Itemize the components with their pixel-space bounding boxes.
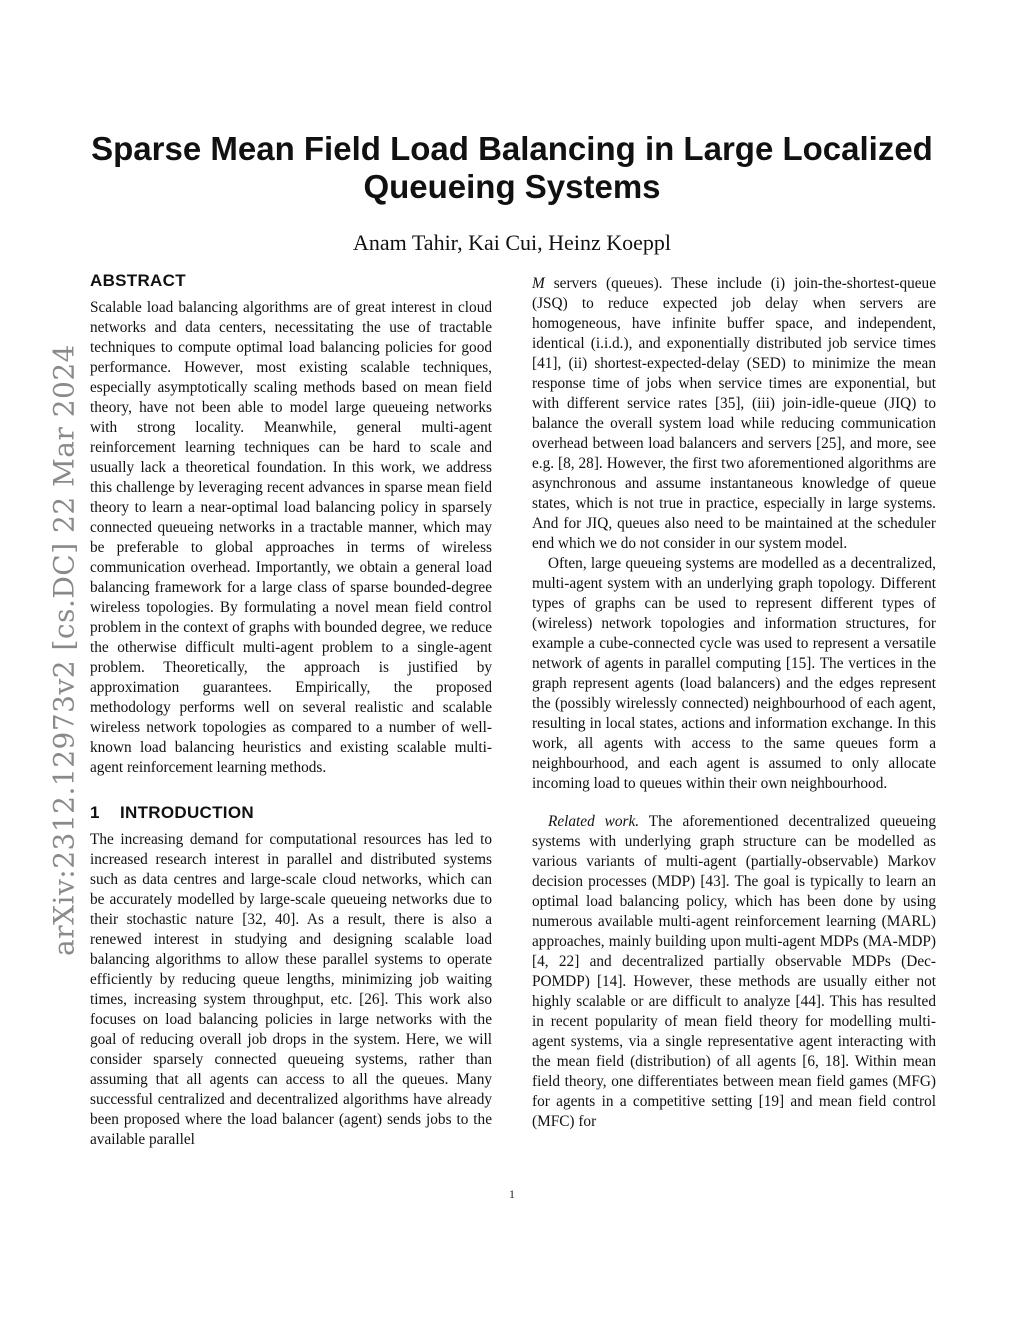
paper-title: Sparse Mean Field Load Balancing in Large Localized Queueing Systems — [91, 130, 933, 205]
math-symbol-m: M — [532, 275, 545, 292]
related-work-text: The aforementioned decentralized queueing systems with underlying graph structure can be modelled as various variants of multi-agent (partially-observable) Markov decision processes (MDP) [43]. The goal is typically to learn an optimal load balancing policy, which has been done by using numerous available multi-agent reinforcement learning (MARL) approaches, mainly building upon multi-agent MDPs (MA-MDP) [4, 22] and decentralized partially observable MDPs (Dec-POMDP) [14]. However, these methods are usually either not highly scalable or are difficult to analyze [44]. This has resulted in recent popularity of mean field theory for modelling multi-agent systems, via a single representative agent interacting with the mean field (distribution) of all agents [6, 18]. Within mean field theory, one differentiates between mean field games (MFG) for agents in a competitive setting [19] and mean field control (MFC) for — [532, 813, 936, 1130]
section-title: INTRODUCTION — [120, 803, 254, 822]
section-number: 1 — [90, 803, 100, 822]
arxiv-identifier-stamp: arXiv:2312.12973v2 [cs.DC] 22 Mar 2024 — [47, 344, 81, 956]
introduction-paragraph-2: Often, large queueing systems are modelled as a decentralized, multi-agent system with an underlying graph topology. Different types of graphs can be used to represent different types of (wireless) network topologies and information structures, for example a cube-connected cycle was used to represent a versatile network of agents in parallel computing [15]. The vertices in the graph represent agents (load balancers) and the edges represent the (possibly wirelessly connected) neighbourhood of each agent, resulting in local states, actions and information exchange. In this work, all agents with access to the same queues form a neighbourhood, and each agent is assumed to only allocate incoming load to queues within their own neighbourhood. — [532, 555, 936, 792]
introduction-heading — [90, 802, 492, 824]
right-column — [532, 274, 936, 1132]
related-work-paragraph — [532, 812, 936, 1132]
page-number: 1 — [509, 1187, 515, 1201]
abstract-heading: ABSTRACT — [90, 271, 186, 290]
abstract-text: Scalable load balancing algorithms are of great interest in cloud networks and data centers, necessitating the use of tractable techniques to compute optimal load balancing policies for good performance. However, most existing scalable techniques, especially asymptotically scaling methods based on mean field theory, have not been able to model large queueing networks with strong locality. Meanwhile, general multi-agent reinforcement learning techniques can be hard to scale and usually lack a theoretical foundation. In this work, we address this challenge by leveraging recent advances in sparse mean field theory to learn a near-optimal load balancing policy in sparsely connected queueing networks in a tractable manner, which may be preferable to global approaches in terms of wireless communication overhead. Importantly, we obtain a general load balancing framework for a large class of sparse bounded-degree wireless topologies. By formulating a novel mean field control problem in the context of graphs with bounded degree, we reduce the otherwise difficult multi-agent problem to a single-agent problem. Theoretically, the approach is justified by approximation guarantees. Empirically, the proposed methodology performs well on several realistic and scalable wireless network topologies as compared to a number of well-known load balancing heuristics and existing scalable multi-agent reinforcement learning methods. — [90, 299, 492, 776]
paper-authors: Anam Tahir, Kai Cui, Heinz Koeppl — [353, 230, 671, 255]
continued-text: servers (queues). These include (i) join-the-shortest-queue (JSQ) to reduce expected job delay when servers are homogeneous, have infinite buffer space, and independent, identical (i.i.d.), and exponentially distributed job service times [41], (ii) shortest-expected-delay (SED) to minimize the mean response time of jobs when service times are exponential, but with different service rates [35], (iii) join-idle-queue (JIQ) to balance the overall system load while reducing communication overhead between load balancers and servers [25], and more, see e.g. [8, 28]. However, the first two aforementioned algorithms are asynchronous and assume instantaneous knowledge of queue states, which is not true in practice, especially in large systems. And for JIQ, queues also need to be maintained at the scheduler end which we do not consider in our system model. — [532, 275, 936, 552]
introduction-paragraph-1: The increasing demand for computational resources has led to increased research interest in parallel and distributed systems such as data centres and large-scale cloud networks, which can be accurately modelled by large-scale queueing networks due to their stochastic nature [32, 40]. As a result, there is also a renewed interest in studying and designing scalable load balancing algorithms to allow these parallel systems to operate efficiently by reducing queue lengths, minimizing job waiting times, increasing system throughput, etc. [26]. This work also focuses on load balancing policies in large networks with the goal of reducing overall job drops in the system. Here, we will consider sparsely connected queueing systems, rather than assuming that all agents can access to all the queues. Many successful centralized and decentralized algorithms have already been proposed where the load balancer (agent) sends jobs to the available parallel — [90, 831, 492, 1148]
left-column — [90, 270, 492, 1150]
introduction-paragraph-1-continued — [532, 274, 936, 554]
related-work-label: Related work. — [548, 813, 640, 830]
